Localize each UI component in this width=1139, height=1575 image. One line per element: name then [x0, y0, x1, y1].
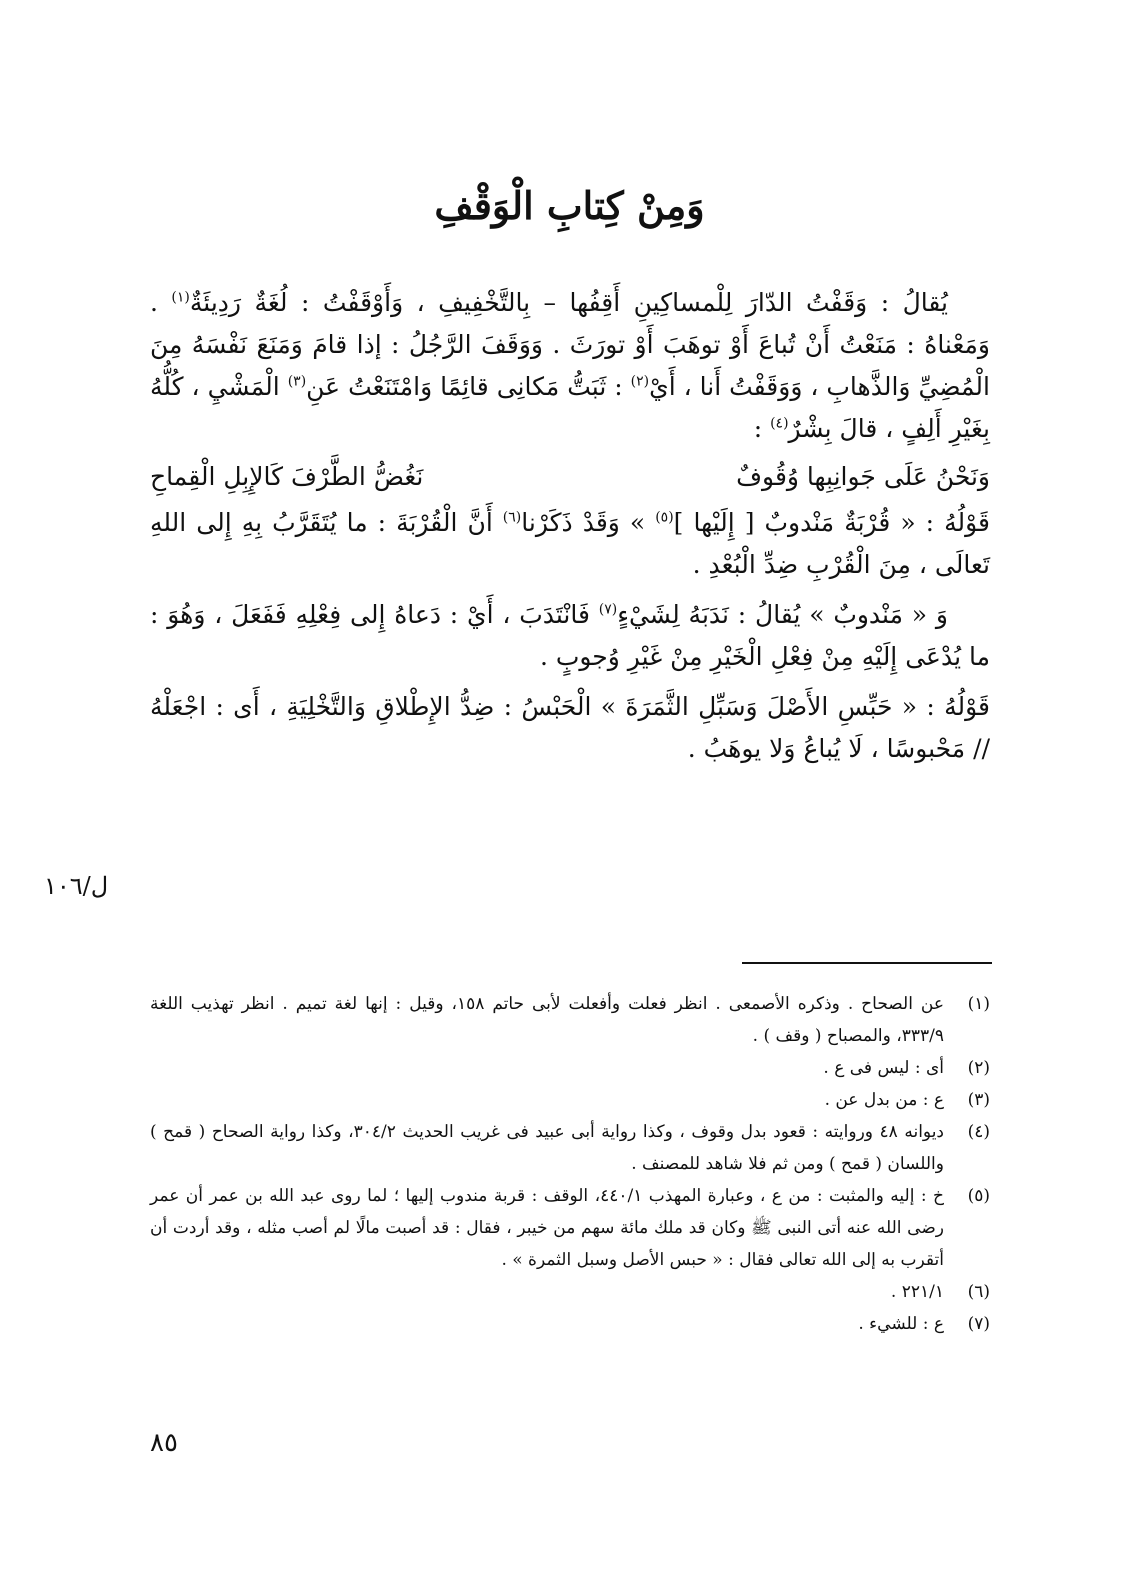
footnote-number: (٧): [967, 1314, 990, 1334]
footnotes-list: [150, 988, 990, 1340]
footnote-text: خ : إليه والمثبت : من ع ، وعبارة المهذب ٤٤٠/١، الوقف : قربة مندوب إليها ؛ لما روى عبد الله بن عمر أن عمر رضى الله عنه أتى النبى ﷺ وكان قد ملك مائة سهم من خيبر ، فقال : قد أصبت مالًا لم أصب مثله ، وقد أردت أن أتقرب به إلى الله تعالى فقال : « حبس الأصل وسبل الثمرة » .: [150, 1186, 944, 1270]
paragraph-qurba: [150, 502, 990, 586]
footnote-number: (٦): [967, 1282, 990, 1302]
verse-first-hemistich: وَنَحْنُ عَلَى جَوانِبِها وُقُوفٌ: [736, 462, 990, 491]
text-segment: . وَمَعْناهُ : مَنَعْتُ أَنْ تُباعَ أَوْ توهَبَ أَوْ تورَثَ . وَوَقَفَ الرَّجُلُ : إذا قامَ وَمَنَعَ نَفْسَهُ مِنَ الْمُضِيِّ وَالذَّهابِ ، وَوَقَفْتُ أَنا ، أَيْ: [150, 288, 990, 401]
paragraph-habs: [150, 686, 990, 770]
footnote-item: [150, 1052, 990, 1084]
footnote-item: [150, 1084, 990, 1116]
text-segment: قَوْلُهُ : « قُرْبَةٌ مَنْدوبٌ [ إِلَيْها ]: [673, 508, 990, 537]
text-segment: :: [753, 414, 771, 443]
text-segment: قَوْلُهُ : « حَبِّسِ الأَصْلَ وَسَبِّلِ الثَّمَرَةَ » الْحَبْسُ : ضِدُّ الإِطْلاقِ وَالتَّخْلِيَةِ ، أَى : اجْعَلْهُ // مَحْبوسًا ، لَا يُباعُ وَلا يوهَبُ .: [150, 692, 990, 763]
footnote-text: ديوانه ٤٨ وروايته : قعود بدل وقوف ، وكذا رواية أبى عبيد فى غريب الحديث ٣٠٤/٢، وكذا رواية الصحاح ( قمح ) واللسان ( قمح ) ومن ثم فلا شاهد للمصنف .: [150, 1122, 945, 1174]
text-segment: وَ « مَنْدوبٌ » يُقالُ : نَدَبَهُ لِشَيْءٍ: [617, 600, 948, 629]
footnote-ref-2[interactable]: (٢): [630, 373, 650, 390]
footnote-text: ع : للشيء .: [858, 1314, 944, 1334]
footnote-item: [150, 1276, 990, 1308]
paragraph-definition: [150, 282, 990, 450]
paragraph-mandub: [150, 594, 990, 678]
footnote-ref-5[interactable]: (٥): [655, 509, 674, 526]
text-segment: » وَقَدْ ذَكَرْنا: [521, 508, 656, 537]
footnote-ref-1[interactable]: (١): [171, 289, 190, 306]
footnote-item: [150, 1308, 990, 1340]
footnote-number: (٢): [967, 1058, 990, 1078]
footnote-number: (٣): [967, 1090, 990, 1110]
footnote-item: [150, 1180, 990, 1276]
text-segment: يُقالُ : وَقَفْتُ الدّارَ لِلْمساكِينِ أَقِفُها – بِالتَّخْفِيفِ ، وَأَوْقَفْتُ : لُغَةٌ رَدِيئَةٌ: [189, 288, 948, 317]
text-segment: فَانْتَدَبَ ، أَيْ : دَعاهُ إِلى فِعْلِهِ فَفَعَلَ ، وَهُوَ : ما يُدْعَى إِلَيْهِ مِنْ فِعْلِ الْخَيْرِ مِنْ غَيْرِ وُجوبٍ .: [150, 600, 990, 671]
footnote-ref-7[interactable]: (٧): [598, 601, 618, 618]
text-segment: : ثَبَتُّ مَكانِى قائِمًا وَامْتَنَعْتُ عَنِ: [306, 372, 631, 401]
verse-second-hemistich: نَغُضُّ الطَّرْفَ كَالإِبِلِ الْقِماحِ: [150, 462, 424, 491]
footnote-text: ع : من بدل عن .: [824, 1090, 944, 1110]
footnote-ref-6[interactable]: (٦): [502, 509, 522, 526]
footnote-item: [150, 1116, 990, 1180]
manuscript-folio-note: ل/١٠٦: [44, 872, 109, 900]
poetry-verse: [150, 456, 990, 498]
footnote-text: ٢٢١/١ .: [890, 1282, 944, 1302]
main-text-body: [150, 282, 990, 770]
chapter-title: وَمِنْ كِتابِ الْوَقْفِ: [434, 183, 705, 228]
footnote-ref-4[interactable]: (٤): [770, 415, 789, 432]
footnote-item: [150, 988, 990, 1052]
footnote-text: عن الصحاح . وذكره الأصمعى . انظر فعلت وأفعلت لأبى حاتم ١٥٨، وقيل : إنها لغة تميم . انظر تهذيب اللغة ٣٣٣/٩، والمصباح ( وقف ) .: [150, 994, 944, 1046]
footnote-number: (٥): [967, 1186, 990, 1206]
footnote-separator: [742, 962, 992, 964]
footnote-number: (٤): [967, 1122, 990, 1142]
footnote-ref-3[interactable]: (٣): [287, 373, 307, 390]
footnote-number: (١): [967, 994, 990, 1014]
page-number: ٨٥: [150, 1428, 178, 1458]
text-segment: الْمَشْيِ ، كُلُّهُ بِغَيْرِ أَلِفٍ ، قالَ بِشْرٌ: [150, 372, 990, 443]
text-segment: أَنَّ الْقُرْبَةَ : ما يُتَقَرَّبُ بِهِ إِلى اللهِ تَعالَى ، مِنَ الْقُرْبِ ضِدِّ الْبُعْدِ .: [150, 508, 990, 579]
footnote-text: أى : ليس فى ع .: [823, 1058, 944, 1078]
